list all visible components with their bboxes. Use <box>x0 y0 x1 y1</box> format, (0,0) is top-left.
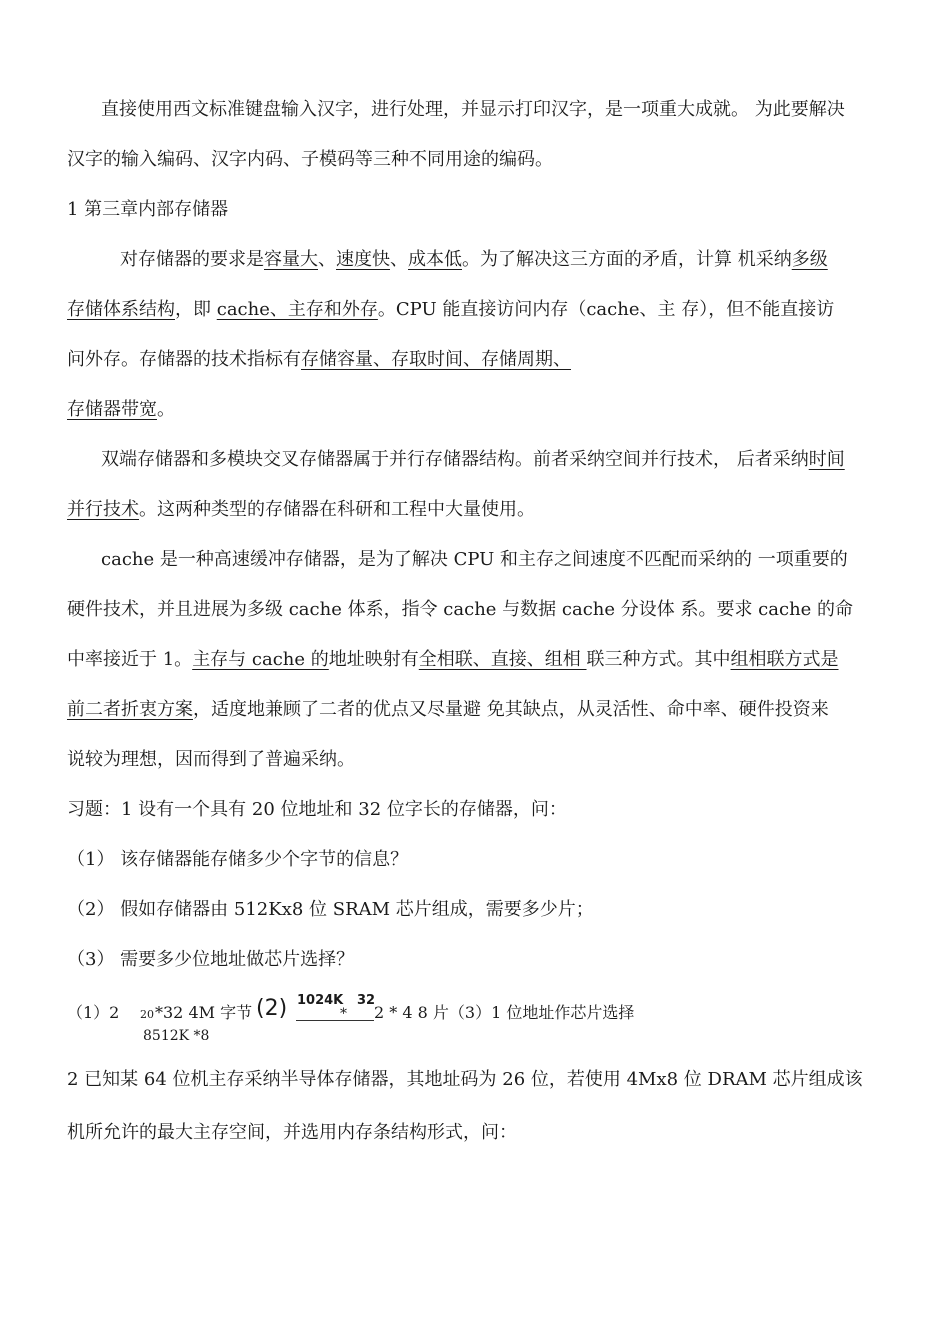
underlined-term: 主存与 cache 的 <box>192 649 329 670</box>
answer-1-prefix: （1）2 <box>67 1003 120 1022</box>
underlined-term: 存储器带宽 <box>67 399 157 420</box>
underlined-term: 多级 <box>791 249 828 270</box>
answer-2-32: 32 <box>357 993 376 1008</box>
text: 问外存。存储器的技术指标有 <box>67 349 301 370</box>
cache-line-1: cache 是一种高速缓冲存储器，是为了解决 CPU 和主存之间速度不匹配而采纳的 一项重要的 <box>101 549 848 570</box>
intro-line-2: 汉字的输入编码、汉字内码、子模码等三种不同用途的编码。 <box>67 149 553 170</box>
text: 、 <box>318 249 336 270</box>
answer-2-numerator: 1024K <box>297 993 344 1008</box>
underlined-term: 并行技术 <box>67 499 139 520</box>
answer-2-label: (2) <box>256 996 288 1021</box>
underlined-term: 前二者折衷方案 <box>67 699 193 720</box>
text: 对存储器的要求是 <box>120 249 264 270</box>
chapter-heading: 1 第三章内部存储器 <box>67 199 229 220</box>
exercise-intro: 习题：1 设有一个具有 20 位地址和 32 位字长的存储器，问： <box>67 799 567 820</box>
memory-line-1 <box>120 248 828 272</box>
memory-line-4 <box>67 398 175 422</box>
memory-line-3 <box>67 348 571 372</box>
text: 。CPU 能直接访问内存（cache、主 存），但不能直接访 <box>377 299 835 320</box>
cache-line-4 <box>67 698 829 722</box>
exercise-question-2: （2） 假如存储器由 512Kx8 位 SRAM 芯片组成，需要多少片； <box>67 899 594 920</box>
text: 。这两种类型的存储器在科研和工程中大量使用。 <box>139 499 535 520</box>
cache-line-3 <box>67 648 839 672</box>
underlined-term: cache、主存和外存 <box>216 299 378 320</box>
text: 地址映射有 <box>328 649 419 670</box>
answer-1-rest: *32 4M 字节 <box>155 1003 253 1022</box>
underlined-term: 全相联、直接、组相 <box>418 649 587 670</box>
question-2-line-1: 2 已知某 64 位机主存采纳半导体存储器，其地址码为 26 位，若使用 4Mx8 位 DRAM 芯片组成该 <box>67 1069 863 1090</box>
question-2-line-2: 机所允许的最大主存空间，并选用内存条结构形式，问： <box>67 1122 517 1143</box>
text: ，即 <box>175 299 217 320</box>
exercise-question-1: （1） 该存储器能存储多少个字节的信息？ <box>67 849 409 870</box>
underlined-term: 容量大 <box>264 249 318 270</box>
underlined-term: 组相联方式是 <box>730 649 839 670</box>
parallel-line-2 <box>67 498 535 522</box>
text: 联三种方式。其中 <box>586 649 731 670</box>
text: 。 <box>157 399 175 420</box>
underlined-term: 成本低 <box>408 249 462 270</box>
cache-line-2: 硬件技术，并且进展为多级 cache 体系，指令 cache 与数据 cache 分设体 系。要求 cache 的命 <box>67 599 854 620</box>
answer-2-denominator: 8512K *8 <box>143 1028 210 1044</box>
intro-line-1: 直接使用西文标准键盘输入汉字，进行处理，并显示打印汉字，是一项重大成就。 为此要解决 <box>101 99 845 120</box>
parallel-line-1 <box>101 448 845 472</box>
underlined-term: 速度快 <box>336 249 390 270</box>
exercise-question-3: （3） 需要多少位地址做芯片选择？ <box>67 949 355 970</box>
underlined-term: 存储容量、存取时间、存储周期、 <box>301 349 571 370</box>
text: 双端存储器和多模块交叉存储器属于并行存储器结构。前者采纳空间并行技术， 后者采纳 <box>101 449 809 470</box>
underlined-term: 存储体系结构 <box>67 299 175 320</box>
text: 、 <box>390 249 408 270</box>
cache-line-5: 说较为理想，因而得到了普遍采纳。 <box>67 749 355 770</box>
text: 。为了解决这三方面的矛盾，计算 机采纳 <box>462 249 792 270</box>
answer-1-exponent: 20 <box>140 1008 154 1021</box>
underlined-term: 时间 <box>808 449 845 470</box>
text: ，适度地兼顾了二者的优点又尽量避 免其缺点，从灵活性、命中率、硬件投资来 <box>193 699 829 720</box>
answer-2-rest: 2 * 4 8 片（3）1 位地址作芯片选择 <box>374 1003 635 1022</box>
text: 中率接近于 1。 <box>67 649 193 670</box>
fraction-bar <box>296 1020 374 1021</box>
answer-2-multiply: * <box>340 1006 347 1022</box>
memory-line-2 <box>67 298 834 322</box>
